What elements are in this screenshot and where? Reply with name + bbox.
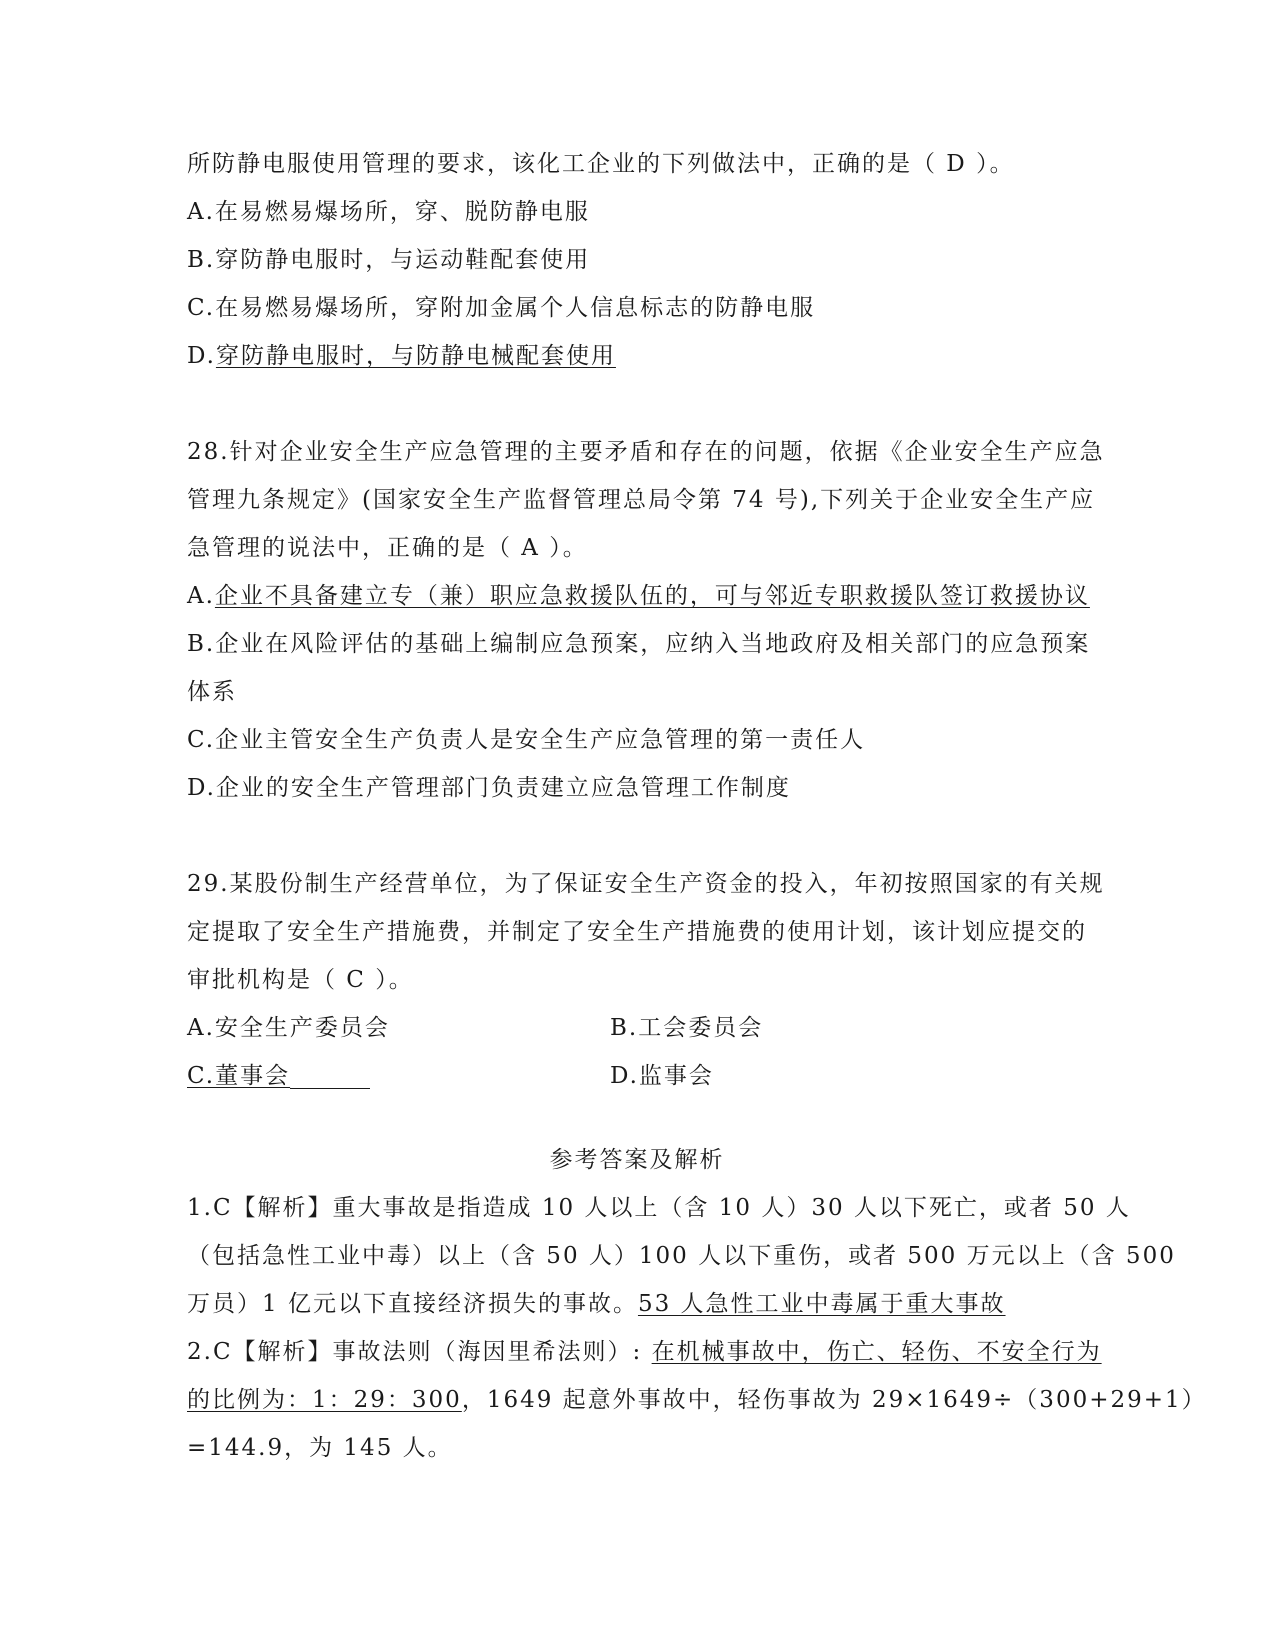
q29-options-row1 (187, 1004, 1087, 1052)
q29-stem-line1: 29.某股份制生产经营单位，为了保证安全生产资金的投入，年初按照国家的有关规 (187, 871, 1105, 897)
answer-2-line1 (187, 1328, 1102, 1376)
q29-stem-line2: 定提取了安全生产措施费，并制定了安全生产措施费的使用计划，该计划应提交的 (187, 919, 1087, 945)
q27-option-d-prefix: D. (187, 343, 216, 369)
document-page (187, 140, 1207, 1472)
q27-option-d-text: 穿防静电服时，与防静电械配套使用 (215, 343, 616, 369)
q27-option-c: C.在易燃易爆场所，穿附加金属个人信息标志的防静电服 (187, 295, 816, 321)
q28-stem-line1: 28.针对企业安全生产应急管理的主要矛盾和存在的问题，依据《企业安全生产应急 (187, 439, 1105, 465)
answer-1-line3-underlined: 53 人急性工业中毒属于重大事故 (637, 1291, 1006, 1317)
q29-option-c-cell (187, 1052, 610, 1100)
answers-heading: 参考答案及解析 (549, 1147, 725, 1173)
answer-1-line2: （包括急性工业中毒）以上（含 50 人）100 人以下重伤，或者 500 万元以上（含 500 (187, 1243, 1176, 1269)
q29-option-a: A.安全生产委员会 (187, 1015, 390, 1041)
q29-option-d: D.监事会 (610, 1063, 714, 1089)
q28-option-a-text: 企业不具备建立专（兼）职应急救援队伍的，可与邻近专职救援队签订救援协议 (214, 583, 1090, 609)
q27-option-d (187, 332, 1087, 380)
q28-option-a-prefix: A. (187, 583, 215, 609)
q28-stem-line2: 管理九条规定》(国家安全生产监督管理总局令第 74 号),下列关于企业安全生产应 (187, 487, 1096, 513)
answer-1-line3 (187, 1280, 1087, 1328)
answer-1-line3-plain: 万员）1 亿元以下直接经济损失的事故。 (187, 1291, 638, 1317)
answer-2-line1-underlined: 在机械事故中，伤亡、轻伤、不安全行为 (651, 1339, 1102, 1365)
q28-option-b-line2: 体系 (187, 679, 237, 705)
q28-stem-line3: 急管理的说法中，正确的是（ A ）。 (187, 535, 588, 561)
answer-underline (290, 1066, 370, 1089)
q29-option-c: C.董事会 (187, 1063, 291, 1089)
q29-options-row2 (187, 1052, 1087, 1100)
answer-2-line2-underlined: 的比例为：1：29：300 (187, 1387, 462, 1413)
q29-stem-line3: 审批机构是（ C ）。 (187, 967, 414, 993)
answer-2-line2-plain: ，1649 起意外事故中，轻伤事故为 29×1649÷（300+29+1） (461, 1387, 1207, 1413)
q28-option-a (187, 572, 1090, 620)
answer-2-line2 (187, 1376, 1207, 1424)
answer-1-line1: 1.C【解析】重大事故是指造成 10 人以上（含 10 人）30 人以下死亡，或者 50 人 (187, 1195, 1131, 1221)
answer-2-line3: =144.9，为 145 人。 (187, 1435, 453, 1461)
q27-option-b: B.穿防静电服时，与运动鞋配套使用 (187, 247, 591, 273)
q28-option-d: D.企业的安全生产管理部门负责建立应急管理工作制度 (187, 775, 791, 801)
q27-stem: 所防静电服使用管理的要求，该化工企业的下列做法中，正确的是（ D ）。 (187, 151, 1015, 177)
q28-option-c: C.企业主管安全生产负责人是安全生产应急管理的第一责任人 (187, 727, 866, 753)
q29-option-b: B.工会委员会 (610, 1015, 764, 1041)
q28-option-b-line1: B.企业在风险评估的基础上编制应急预案，应纳入当地政府及相关部门的应急预案 (187, 631, 1091, 657)
q27-option-a: A.在易燃易爆场所，穿、脱防静电服 (187, 199, 590, 225)
answer-2-line1-plain: 2.C【解析】事故法则（海因里希法则）: (187, 1339, 652, 1365)
